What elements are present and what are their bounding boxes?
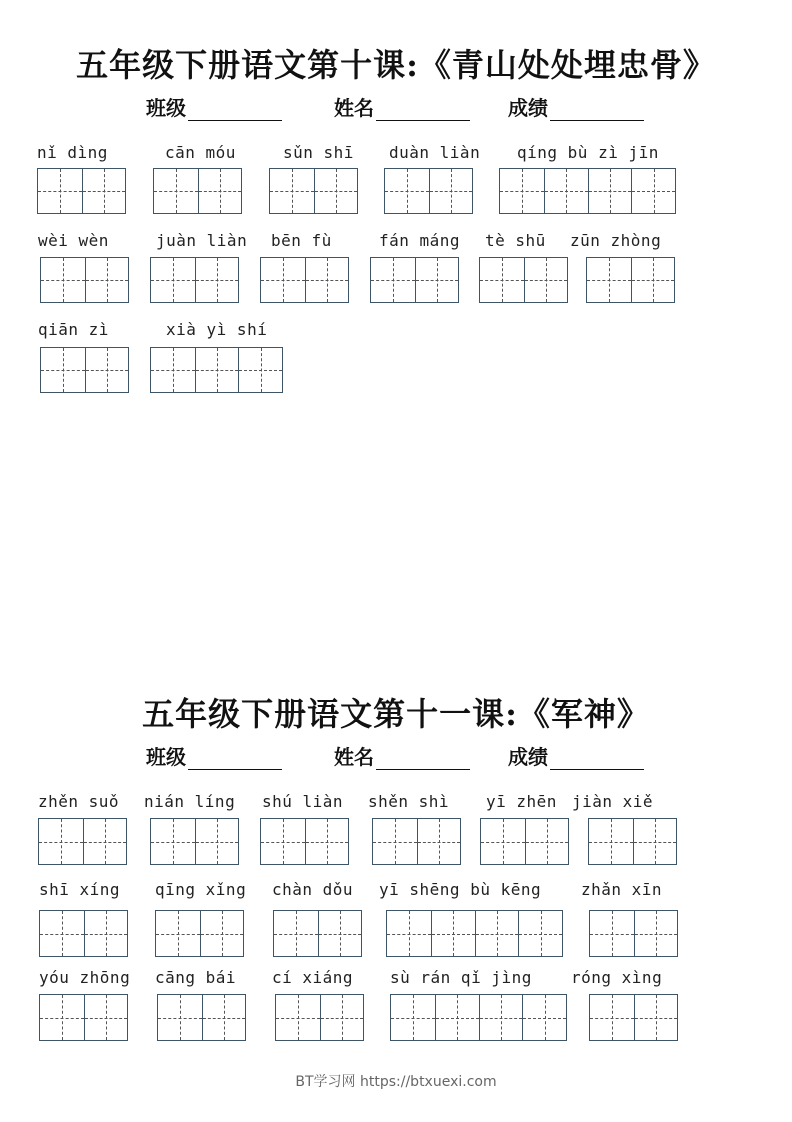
writing-grid[interactable] <box>588 818 677 865</box>
writing-grid[interactable] <box>150 347 283 393</box>
pinyin-label: yóu zhōng <box>39 968 131 987</box>
writing-grid[interactable] <box>38 818 127 865</box>
footer-source-link[interactable]: BT学习网 https://btxuexi.com <box>295 1074 497 1090</box>
class-field[interactable] <box>146 741 282 770</box>
writing-grid[interactable] <box>499 168 676 214</box>
writing-grid[interactable] <box>479 257 568 303</box>
writing-grid[interactable] <box>386 910 563 957</box>
writing-grid[interactable] <box>157 994 246 1041</box>
writing-grid[interactable] <box>384 168 473 214</box>
pinyin-label: zhěn suǒ <box>38 792 120 811</box>
name-field[interactable] <box>334 741 470 770</box>
pinyin-label: duàn liàn <box>389 143 481 162</box>
score-label: 成绩 <box>508 96 548 120</box>
class-label: 班级 <box>146 96 186 120</box>
pinyin-label: nián líng <box>144 792 236 811</box>
writing-grid[interactable] <box>150 257 239 303</box>
pinyin-label: yī zhēn <box>486 792 557 811</box>
pinyin-label: tè shū <box>485 231 546 250</box>
student-info-line <box>0 741 792 771</box>
writing-grid[interactable] <box>370 257 459 303</box>
name-blank[interactable] <box>376 745 470 770</box>
pinyin-label: qíng bù zì jīn <box>517 143 659 162</box>
class-blank[interactable] <box>188 745 282 770</box>
writing-grid[interactable] <box>269 168 358 214</box>
writing-grid[interactable] <box>39 994 128 1041</box>
writing-grid[interactable] <box>589 994 678 1041</box>
score-field[interactable] <box>508 741 644 770</box>
writing-grid[interactable] <box>260 818 349 865</box>
pinyin-label: cí xiáng <box>272 968 354 987</box>
name-blank[interactable] <box>376 96 470 121</box>
score-blank[interactable] <box>550 96 644 121</box>
page-title: 五年级下册语文第十课:《青山处处埋忠骨》 <box>76 46 716 84</box>
pinyin-label: bēn fù <box>271 231 332 250</box>
writing-grid[interactable] <box>390 994 567 1041</box>
writing-grid[interactable] <box>155 910 244 957</box>
pinyin-label: wèi wèn <box>38 231 109 250</box>
pinyin-label: cāng bái <box>155 968 237 987</box>
pinyin-label: chàn dǒu <box>272 880 354 899</box>
pinyin-label: juàn liàn <box>156 231 248 250</box>
class-field[interactable] <box>146 92 282 121</box>
pinyin-label: cān móu <box>165 143 236 162</box>
pinyin-label: qiān zì <box>38 320 109 339</box>
pinyin-label: xià yì shí <box>166 320 268 339</box>
writing-grid[interactable] <box>273 910 362 957</box>
writing-grid[interactable] <box>40 347 129 393</box>
pinyin-label: yī shēng bù kēng <box>379 880 542 899</box>
class-blank[interactable] <box>188 96 282 121</box>
pinyin-label: qīng xǐng <box>155 880 247 899</box>
writing-grid[interactable] <box>372 818 461 865</box>
writing-grid[interactable] <box>40 257 129 303</box>
name-field[interactable] <box>334 92 470 121</box>
score-field[interactable] <box>508 92 644 121</box>
pinyin-label: sǔn shī <box>283 143 354 162</box>
pinyin-label: shī xíng <box>39 880 121 899</box>
pinyin-label: fán máng <box>379 231 461 250</box>
score-blank[interactable] <box>550 745 644 770</box>
student-info-line <box>0 92 792 122</box>
writing-grid[interactable] <box>39 910 128 957</box>
pinyin-label: nǐ dìng <box>37 143 108 162</box>
pinyin-label: jiàn xiě <box>572 792 654 811</box>
writing-grid[interactable] <box>260 257 349 303</box>
pinyin-label: róng xìng <box>571 968 663 987</box>
pinyin-label: shú liàn <box>262 792 344 811</box>
pinyin-label: shěn shì <box>368 792 450 811</box>
page-title: 五年级下册语文第十一课:《军神》 <box>142 695 650 733</box>
pinyin-label: zūn zhòng <box>570 231 662 250</box>
name-label: 姓名 <box>334 96 374 120</box>
pinyin-label: sù rán qǐ jìng <box>390 968 532 987</box>
pinyin-label: zhǎn xīn <box>581 880 663 899</box>
writing-grid[interactable] <box>153 168 242 214</box>
score-label: 成绩 <box>508 745 548 769</box>
name-label: 姓名 <box>334 745 374 769</box>
class-label: 班级 <box>146 745 186 769</box>
writing-grid[interactable] <box>480 818 569 865</box>
writing-grid[interactable] <box>586 257 675 303</box>
writing-grid[interactable] <box>37 168 126 214</box>
writing-grid[interactable] <box>150 818 239 865</box>
writing-grid[interactable] <box>275 994 364 1041</box>
writing-grid[interactable] <box>589 910 678 957</box>
